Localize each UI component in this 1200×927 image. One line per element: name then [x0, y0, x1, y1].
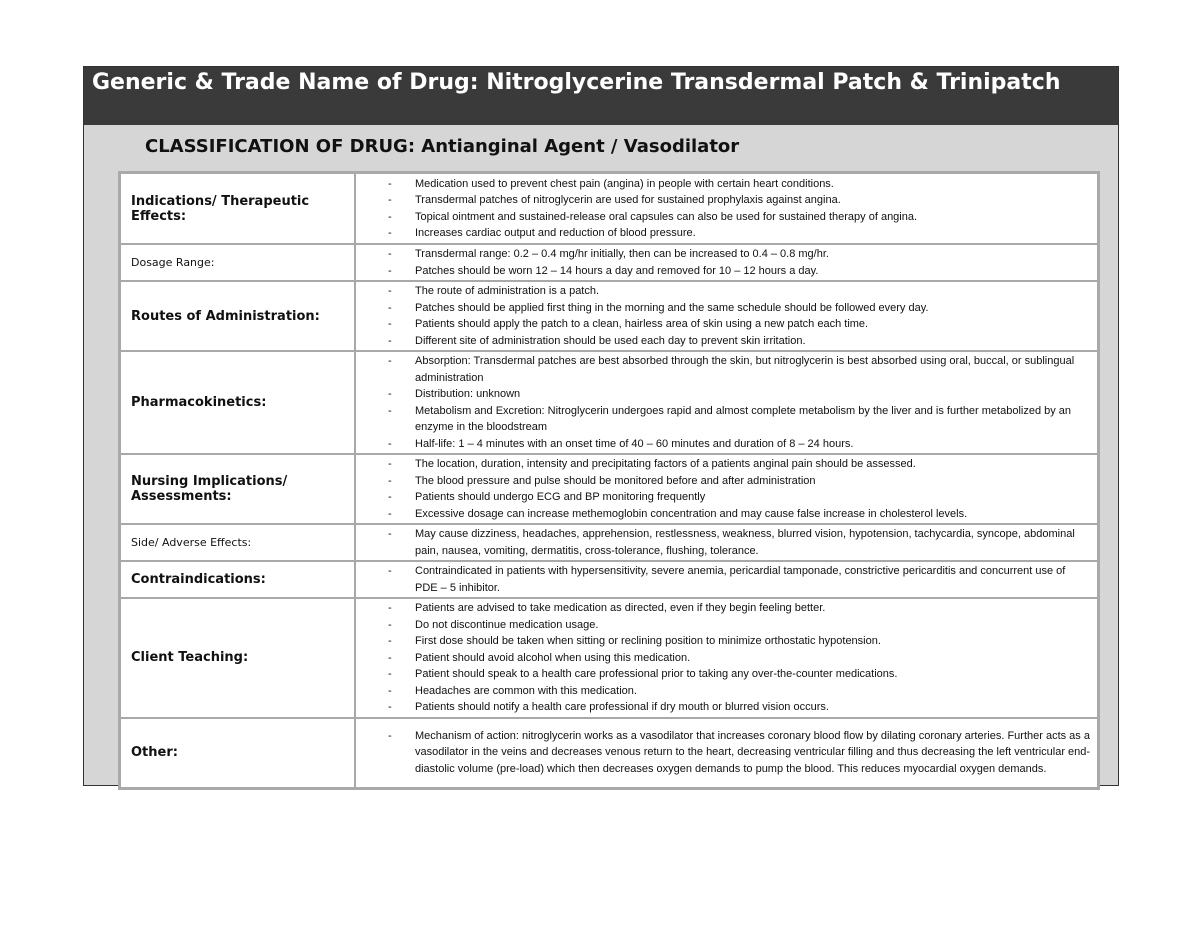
row-label: Side/ Adverse Effects: [120, 524, 355, 561]
row-label: Client Teaching: [120, 598, 355, 718]
list-item: - Absorption: Transdermal patches are best absorbed through the skin, but nitroglycerin is best absorbed using oral, buccal, or sublingual administration [368, 353, 1091, 386]
row-label: Dosage Range: [120, 244, 355, 281]
table-row [120, 244, 1098, 281]
row-content [355, 351, 1098, 454]
list-item: - Patches should be applied first thing in the morning and the same schedule should be followed every day. [368, 300, 1091, 317]
list-item: - The blood pressure and pulse should be monitored before and after administration [368, 473, 1091, 490]
list-item: - Patients should apply the patch to a clean, hairless area of skin using a new patch each time. [368, 316, 1091, 333]
table-row [120, 173, 1098, 244]
list-item: - Medication used to prevent chest pain (angina) in people with certain heart conditions. [368, 176, 1091, 193]
row-label: Routes of Administration: [120, 281, 355, 351]
table-row [120, 281, 1098, 351]
list-item: - Transdermal range: 0.2 – 0.4 mg/hr initially, then can be increased to 0.4 – 0.8 mg/hr. [368, 246, 1091, 263]
table-row [120, 718, 1098, 788]
list-item: - Mechanism of action: nitroglycerin works as a vasodilator that increases coronary blood flow by dilating coronary arteries. Further acts as a vasodilator in the veins and decreases venous return to the heart, decreasing ventricular filling and thus decreasing the left ventricular end-diastolic volume (pre-load) which then decreases oxygen demands to pump the blood. This reduces myocardial oxygen demands. [368, 728, 1091, 778]
list-item: - First dose should be taken when sitting or reclining position to minimize orthostatic hypotension. [368, 633, 1091, 650]
list-item: - Patients should undergo ECG and BP monitoring frequently [368, 489, 1091, 506]
drug-info-table [118, 171, 1100, 790]
list-item: - Patient should speak to a health care professional prior to taking any over-the-counter medications. [368, 666, 1091, 683]
row-content [355, 244, 1098, 281]
row-label: Contraindications: [120, 561, 355, 598]
list-item: - Patients should notify a health care professional if dry mouth or blurred vision occurs. [368, 699, 1091, 716]
table-row [120, 351, 1098, 454]
list-item: - Do not discontinue medication usage. [368, 617, 1091, 634]
list-item: - Topical ointment and sustained-release oral capsules can also be used for sustained therapy of angina. [368, 209, 1091, 226]
row-content [355, 173, 1098, 244]
list-item: - Contraindicated in patients with hypersensitivity, severe anemia, pericardial tamponade, constrictive pericarditis and concurrent use of PDE – 5 inhibitor. [368, 563, 1091, 596]
list-item: - Patches should be worn 12 – 14 hours a day and removed for 10 – 12 hours a day. [368, 263, 1091, 280]
list-item: - Patients are advised to take medication as directed, even if they begin feeling better. [368, 600, 1091, 617]
list-item: - Metabolism and Excretion: Nitroglycerin undergoes rapid and almost complete metabolism by the liver and is further metabolized by an enzyme in the bloodstream [368, 403, 1091, 436]
row-content [355, 524, 1098, 561]
row-content [355, 598, 1098, 718]
row-content [355, 281, 1098, 351]
table-row [120, 598, 1098, 718]
drug-classification: CLASSIFICATION OF DRUG: Antianginal Agent / Vasodilator [145, 136, 740, 157]
row-label: Other: [120, 718, 355, 788]
list-item: - Increases cardiac output and reduction of blood pressure. [368, 225, 1091, 242]
drug-name-header: Generic & Trade Name of Drug: Nitroglycerine Transdermal Patch & Trinipatch [84, 67, 1118, 125]
list-item: - Patient should avoid alcohol when using this medication. [368, 650, 1091, 667]
row-content [355, 561, 1098, 598]
list-item: - Headaches are common with this medication. [368, 683, 1091, 700]
list-item: - May cause dizziness, headaches, apprehension, restlessness, weakness, blurred vision, hypotension, tachycardia, syncope, abdominal pain, nausea, vomiting, dermatitis, cross-tolerance, flushing, tolerance. [368, 526, 1091, 559]
list-item: - Transdermal patches of nitroglycerin are used for sustained prophylaxis against angina. [368, 192, 1091, 209]
list-item: - The location, duration, intensity and precipitating factors of a patients anginal pain should be assessed. [368, 456, 1091, 473]
table-row [120, 561, 1098, 598]
row-content [355, 454, 1098, 524]
drug-card [83, 66, 1119, 786]
list-item: - Half-life: 1 – 4 minutes with an onset time of 40 – 60 minutes and duration of 8 – 24 hours. [368, 436, 1091, 453]
list-item: - Different site of administration should be used each day to prevent skin irritation. [368, 333, 1091, 350]
row-content [355, 718, 1098, 788]
row-label: Pharmacokinetics: [120, 351, 355, 454]
row-label: Indications/ Therapeutic Effects: [120, 173, 355, 244]
list-item: - Excessive dosage can increase methemoglobin concentration and may cause false increase in cholesterol levels. [368, 506, 1091, 523]
table-row [120, 454, 1098, 524]
table-row [120, 524, 1098, 561]
row-label: Nursing Implications/ Assessments: [120, 454, 355, 524]
list-item: - The route of administration is a patch. [368, 283, 1091, 300]
list-item: - Distribution: unknown [368, 386, 1091, 403]
